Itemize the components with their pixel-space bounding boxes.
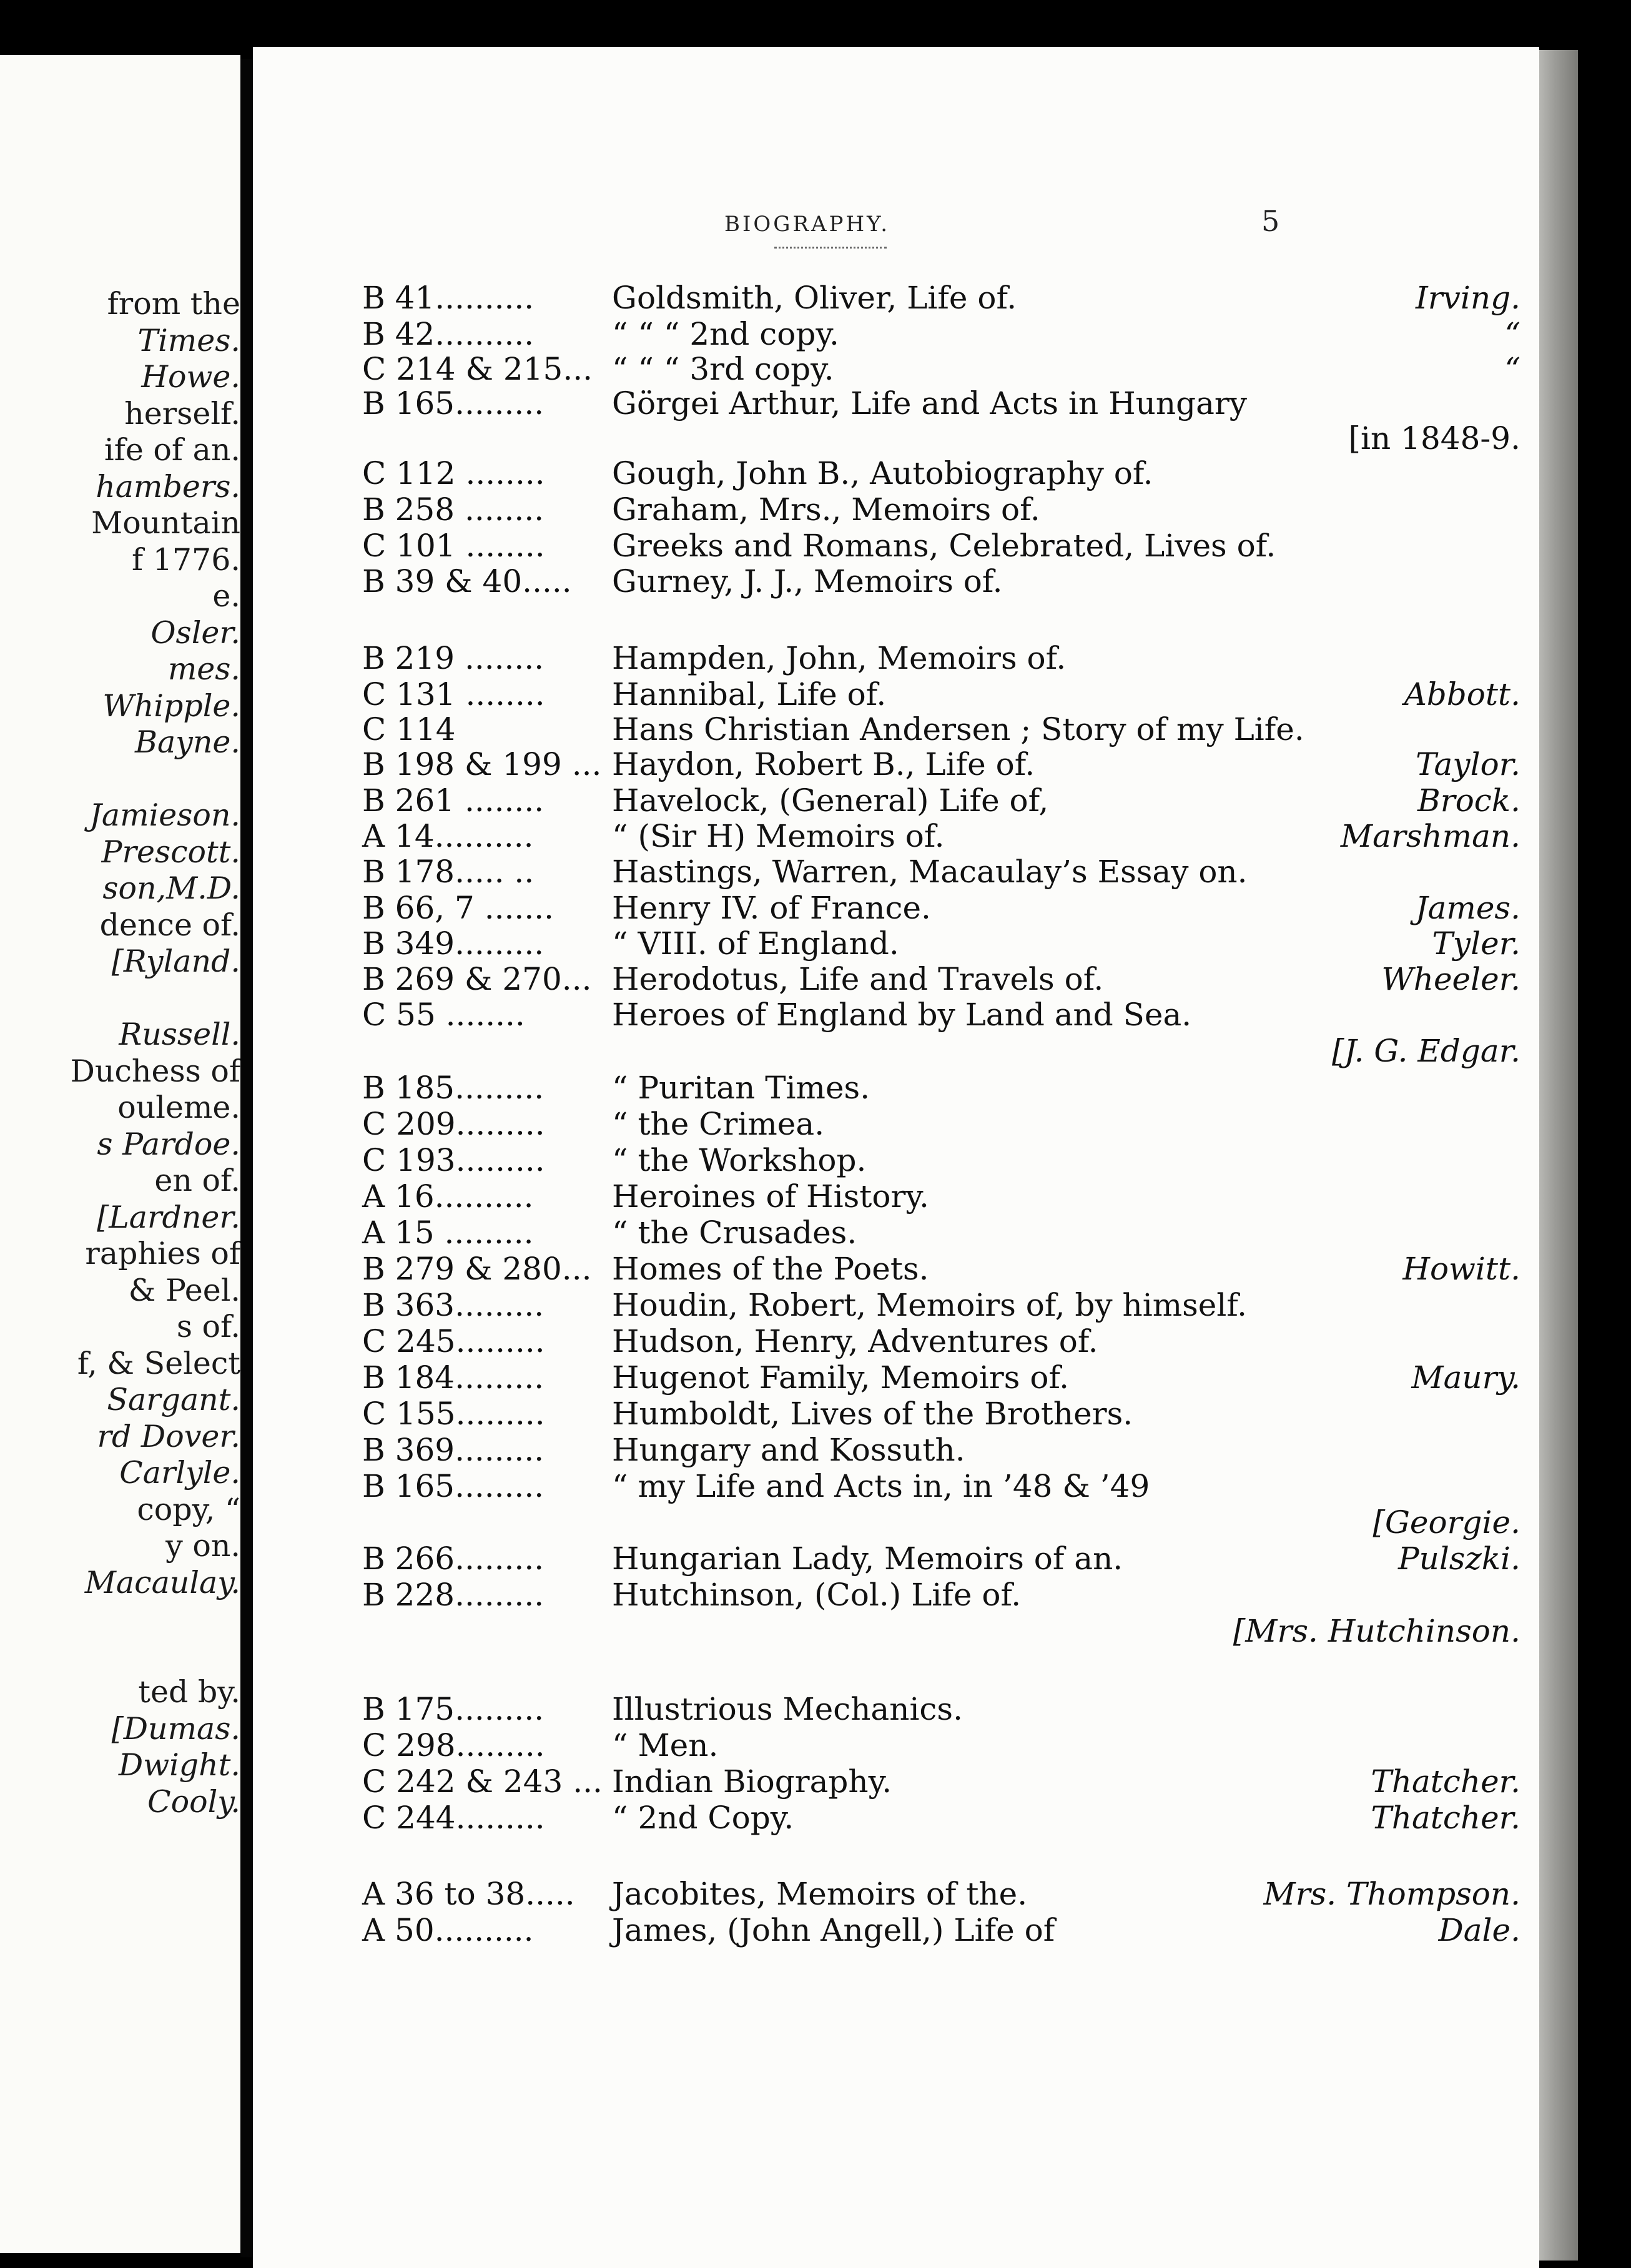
entry-author: Thatcher. [1371, 1763, 1520, 1800]
entry-author: Tyler. [1432, 925, 1520, 962]
entry-author: James. [1415, 890, 1520, 926]
left-page-line: Prescott. [101, 834, 240, 870]
catalog-entry [362, 280, 1520, 316]
call-number: B 178..... .. [362, 854, 535, 890]
call-number: B 269 & 270... [362, 961, 592, 997]
entry-title: “ Men. [612, 1727, 719, 1763]
call-number: C 155......... [362, 1396, 545, 1432]
catalog-entry [362, 1912, 1520, 1948]
call-number: B 279 & 280... [362, 1251, 592, 1287]
catalog-entry [362, 1763, 1520, 1800]
call-number: B 185......... [362, 1070, 544, 1106]
catalog-entry [362, 316, 1520, 352]
entry-continuation: [Georgie. [1372, 1504, 1520, 1541]
left-page-line: rd Dover. [97, 1418, 240, 1454]
left-page-line: ife of an. [104, 432, 240, 468]
catalog-entry [362, 997, 1520, 1033]
call-number: A 36 to 38..... [362, 1876, 575, 1912]
entry-title: Hungary and Kossuth. [612, 1432, 965, 1468]
left-page-line: raphies of [85, 1236, 240, 1271]
entry-title: “ my Life and Acts in, in ’48 & ’49 [612, 1468, 1150, 1504]
entry-author: Thatcher. [1371, 1800, 1520, 1836]
left-page-line: dence of. [99, 907, 240, 943]
entry-title: Houdin, Robert, Memoirs of, by himself. [612, 1287, 1247, 1323]
call-number: B 165......... [362, 385, 544, 422]
entry-author: “ [1504, 351, 1520, 387]
left-page-line: s of. [176, 1309, 240, 1344]
left-page-fragment [0, 55, 240, 2253]
catalog-entry [362, 1251, 1520, 1287]
entry-title: “ 2nd Copy. [612, 1800, 794, 1836]
left-page-line: Times. [137, 322, 240, 358]
entry-title: “ “ “ 2nd copy. [612, 316, 839, 352]
call-number: A 14.......... [362, 818, 534, 854]
entry-title: Homes of the Poets. [612, 1251, 929, 1287]
call-number: C 112 ........ [362, 455, 545, 491]
catalog-entry [362, 1432, 1520, 1468]
catalog-entry [362, 385, 1520, 422]
catalog-entry [362, 1691, 1520, 1727]
call-number: C 193......... [362, 1142, 545, 1178]
catalog-entry [362, 1396, 1520, 1432]
entry-title: “ the Workshop. [612, 1142, 867, 1178]
catalog-entry [362, 1323, 1520, 1359]
entry-title: “ Puritan Times. [612, 1070, 870, 1106]
catalog-entry [362, 961, 1520, 997]
entry-title: Hudson, Henry, Adventures of. [612, 1323, 1098, 1359]
left-page-line: Osler. [150, 614, 240, 651]
entry-title: Hungarian Lady, Memoirs of an. [612, 1541, 1123, 1577]
catalog-entry [362, 528, 1520, 564]
call-number: B 228......... [362, 1577, 544, 1613]
entry-title: Henry IV. of France. [612, 890, 931, 926]
catalog-entry [362, 746, 1520, 782]
catalog-entry [362, 711, 1520, 747]
call-number: B 184......... [362, 1359, 544, 1396]
book-page-edges [1539, 50, 1578, 2261]
entry-title: James, (John Angell,) Life of [612, 1912, 1055, 1948]
call-number: B 266......... [362, 1541, 544, 1577]
catalog-entry [362, 640, 1520, 676]
right-page [253, 47, 1539, 2268]
entry-title: Illustrious Mechanics. [612, 1691, 963, 1727]
entry-title: Heroes of England by Land and Sea. [612, 997, 1192, 1033]
entry-title: Hastings, Warren, Macaulay’s Essay on. [612, 854, 1248, 890]
catalog-entry [362, 455, 1520, 491]
entry-title: Hans Christian Andersen ; Story of my Life. [612, 711, 1304, 747]
call-number: C 242 & 243 ... [362, 1763, 603, 1800]
catalog-entry [362, 1577, 1520, 1613]
call-number: C 298......... [362, 1727, 545, 1763]
catalog-entry [362, 818, 1520, 854]
left-page-line: e. [212, 578, 240, 614]
left-page-line: Jamieson. [89, 797, 240, 833]
entry-title: “ “ “ 3rd copy. [612, 351, 834, 387]
catalog-entry [362, 854, 1520, 890]
entry-author: Irving. [1416, 280, 1520, 316]
left-page-line: ouleme. [117, 1090, 240, 1125]
left-page-line: Duchess of [70, 1053, 240, 1089]
entry-author: Marshman. [1340, 818, 1520, 854]
catalog-entry [362, 1541, 1520, 1577]
catalog-entry [362, 925, 1520, 962]
entry-author: Brock. [1417, 782, 1520, 819]
entry-author: Mrs. Thompson. [1263, 1876, 1520, 1912]
left-page-line: Sargant. [107, 1382, 240, 1418]
catalog-entry [362, 1359, 1520, 1396]
entry-author: “ [1504, 316, 1520, 352]
catalog-entry [362, 351, 1520, 387]
entry-title: Indian Biography. [612, 1763, 892, 1800]
ornament-rule [774, 247, 887, 257]
left-page-line: herself. [124, 395, 240, 431]
call-number: C 114 [362, 711, 456, 747]
catalog-entry [362, 1070, 1520, 1106]
entry-title: Hannibal, Life of. [612, 676, 887, 712]
left-page-line: Cooly. [147, 1783, 240, 1820]
entry-title: Jacobites, Memoirs of the. [612, 1876, 1028, 1912]
entry-author: Abbott. [1404, 676, 1520, 712]
entry-title: Havelock, (General) Life of, [612, 782, 1049, 819]
catalog-entry [362, 1727, 1520, 1763]
entry-author: Wheeler. [1381, 961, 1520, 997]
call-number: C 245......... [362, 1323, 545, 1359]
entry-title: “ the Crimea. [612, 1106, 825, 1142]
catalog-entry [362, 491, 1520, 528]
catalog-entry [362, 563, 1520, 599]
catalog-entry [362, 1800, 1520, 1836]
left-page-line: copy, “ [137, 1491, 240, 1527]
left-page-line: Macaulay. [84, 1564, 240, 1600]
call-number: B 363......... [362, 1287, 544, 1323]
call-number: A 50.......... [362, 1912, 534, 1948]
left-page-line: en of. [154, 1163, 240, 1198]
call-number: B 42.......... [362, 316, 535, 352]
page-gutter [240, 59, 253, 2257]
call-number: A 15 ......... [362, 1215, 534, 1251]
catalog-entry [362, 890, 1520, 926]
left-page-line: Carlyle. [119, 1455, 240, 1491]
call-number: B 369......... [362, 1432, 544, 1468]
entry-title: Gurney, J. J., Memoirs of. [612, 563, 1003, 599]
left-page-line: ted by. [138, 1674, 240, 1710]
entry-title: Herodotus, Life and Travels of. [612, 961, 1104, 997]
entry-title: Heroines of History. [612, 1178, 929, 1215]
left-page-line: hambers. [96, 468, 240, 505]
entry-title: Gough, John B., Autobiography of. [612, 455, 1153, 491]
catalog-entry [362, 1215, 1520, 1251]
left-page-line: [Dumas. [111, 1710, 240, 1747]
page-number: 5 [1261, 204, 1280, 238]
call-number: B 175......... [362, 1691, 544, 1727]
left-page-line: s Pardoe. [97, 1126, 240, 1162]
entry-author: Taylor. [1416, 746, 1520, 782]
entry-author: Pulszki. [1397, 1541, 1520, 1577]
left-page-line: [Lardner. [97, 1199, 240, 1235]
call-number: C 131 ........ [362, 676, 545, 712]
entry-title: Humboldt, Lives of the Brothers. [612, 1396, 1133, 1432]
call-number: C 101 ........ [362, 528, 545, 564]
left-page-line: Bayne. [134, 724, 240, 760]
entry-author: Maury. [1411, 1359, 1520, 1396]
left-page-line: mes. [167, 651, 240, 687]
catalog-entry [362, 1468, 1520, 1504]
entry-title: “ (Sir H) Memoirs of. [612, 818, 945, 854]
catalog-entry [362, 1287, 1520, 1323]
call-number: B 349......... [362, 925, 544, 962]
catalog-entry [362, 1178, 1520, 1215]
entry-title: Görgei Arthur, Life and Acts in Hungary [612, 385, 1248, 422]
entry-title: Hutchinson, (Col.) Life of. [612, 1577, 1022, 1613]
entry-title: Haydon, Robert B., Life of. [612, 746, 1035, 782]
call-number: B 39 & 40..... [362, 563, 572, 599]
entry-title: “ the Crusades. [612, 1215, 857, 1251]
entry-continuation: [Mrs. Hutchinson. [1233, 1613, 1520, 1649]
entry-title: Hampden, John, Memoirs of. [612, 640, 1067, 676]
entry-author: Howitt. [1402, 1251, 1520, 1287]
catalog-entry [362, 1876, 1520, 1912]
entry-author: Dale. [1438, 1912, 1520, 1948]
call-number: B 41.......... [362, 280, 535, 316]
call-number: B 261 ........ [362, 782, 544, 819]
call-number: B 165......... [362, 1468, 544, 1504]
left-page-line: Howe. [141, 359, 240, 395]
left-page-line: from the [107, 286, 240, 322]
catalog-entry [362, 1106, 1520, 1142]
catalog-entry [362, 782, 1520, 819]
call-number: C 55 ........ [362, 997, 525, 1033]
call-number: C 214 & 215... [362, 351, 593, 387]
entry-title: “ VIII. of England. [612, 925, 899, 962]
call-number: B 219 ........ [362, 640, 544, 676]
left-page-line: Whipple. [102, 688, 240, 724]
running-head: BIOGRAPHY. [724, 212, 890, 237]
entry-title: Goldsmith, Oliver, Life of. [612, 280, 1017, 316]
left-page-line: [Ryland. [111, 944, 240, 979]
left-page-line: Dwight. [118, 1747, 240, 1783]
catalog-entry [362, 1142, 1520, 1178]
call-number: C 209......... [362, 1106, 545, 1142]
left-page-line: y on. [165, 1528, 240, 1564]
left-page-line: son,M.D. [102, 870, 240, 906]
call-number: B 66, 7 ....... [362, 890, 554, 926]
call-number: C 244......... [362, 1800, 545, 1836]
call-number: B 258 ........ [362, 491, 544, 528]
call-number: B 198 & 199 ... [362, 746, 602, 782]
call-number: A 16.......... [362, 1178, 534, 1215]
entry-continuation: [J. G. Edgar. [1331, 1033, 1520, 1069]
catalog-entry [362, 676, 1520, 712]
entry-title: Hugenot Family, Memoirs of. [612, 1359, 1070, 1396]
entry-continuation: [in 1848-9. [1348, 420, 1520, 456]
entry-title: Greeks and Romans, Celebrated, Lives of. [612, 528, 1276, 564]
left-page-line: Mountain [91, 505, 240, 541]
entry-title: Graham, Mrs., Memoirs of. [612, 491, 1040, 528]
left-page-line: & Peel. [128, 1272, 240, 1308]
left-page-line: f, & Select [77, 1345, 240, 1381]
left-page-line: Russell. [119, 1017, 240, 1052]
left-page-line: f 1776. [132, 541, 240, 578]
